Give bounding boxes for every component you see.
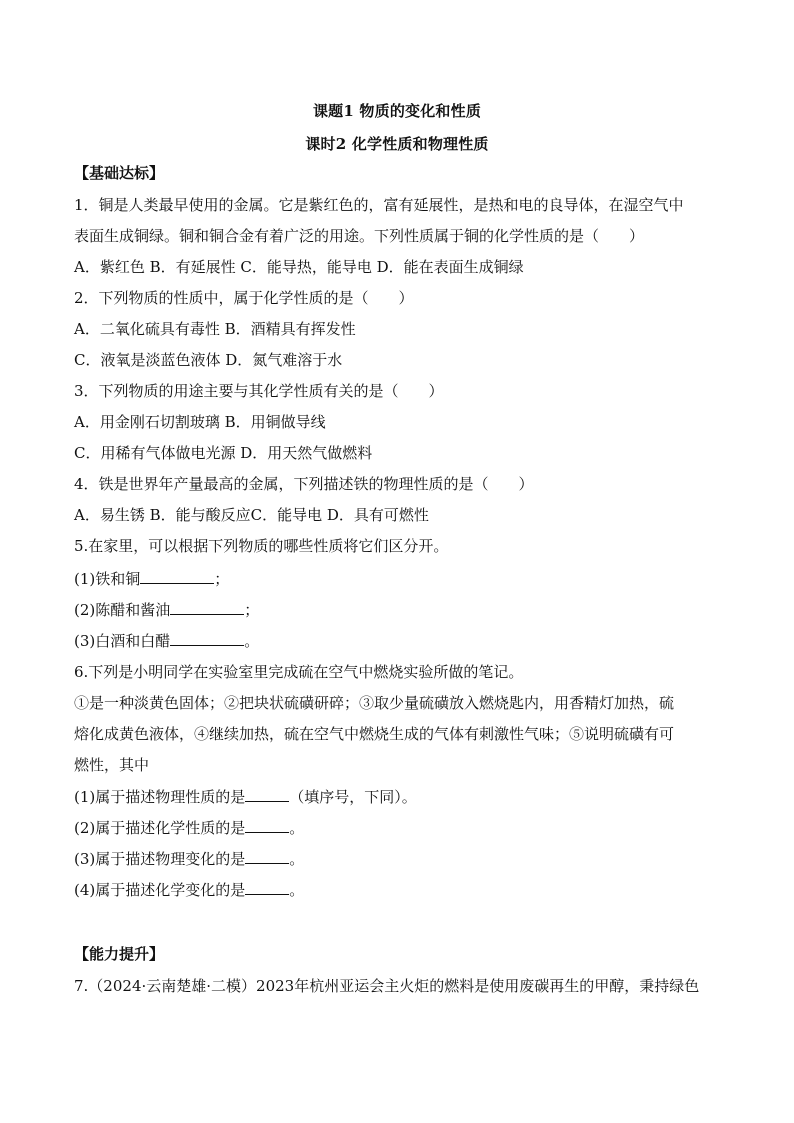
q6-sub3-end: 。: [289, 850, 305, 868]
q1-stem-line1: 1．铜是人类最早使用的金属。它是紫红色的，富有延展性，是热和电的良导体，在湿空气中: [74, 196, 684, 214]
q6-sub1: [74, 787, 734, 807]
q6-notes-line2: 熔化成黄色液体，④继续加热，硫在空气中燃烧生成的气体有刺激性气味；⑤说明硫磺有可: [74, 725, 675, 743]
q5-stem: 5.在家里，可以根据下列物质的哪些性质将它们区分开。: [74, 537, 449, 555]
q1-stem-line2: 表面生成铜绿。铜和铜合金有着广泛的用途。下列性质属于铜的化学性质的是（ ）: [74, 227, 645, 245]
q6-sub4-end: 。: [289, 881, 305, 899]
q6-sub4-label: (4)属于描述化学变化的是: [74, 881, 246, 899]
q6-sub2-end: 。: [289, 819, 305, 837]
q5-sub3-end: 。: [244, 632, 260, 650]
q5-sub3-label: (3)白酒和白醋: [74, 632, 171, 650]
lesson-title: 课题1 物质的变化和性质: [312, 102, 482, 120]
q6-stem: 6.下列是小明同学在实验室里完成硫在空气中燃烧实验所做的笔记。: [74, 663, 524, 681]
q5-sub1-blank[interactable]: [140, 569, 214, 584]
q6-sub1-label: (1)属于描述物理性质的是: [74, 788, 246, 806]
q2-stem: 2．下列物质的性质中，属于化学性质的是（ ）: [74, 289, 414, 307]
q5-sub1: [74, 569, 734, 589]
lesson-subtitle: 课时2 化学性质和物理性质: [305, 135, 489, 153]
section-advanced-heading: 【能力提升】: [74, 945, 165, 963]
q6-sub3: [74, 849, 734, 869]
q5-sub3: [74, 631, 734, 651]
q6-sub4-blank[interactable]: [245, 880, 289, 895]
q5-sub3-blank[interactable]: [170, 631, 244, 646]
q6-notes-line1: ①是一种淡黄色固体；②把块状硫磺研碎；③取少量硫磺放入燃烧匙内，用香精灯加热，硫: [74, 694, 675, 712]
q6-sub3-label: (3)属于描述物理变化的是: [74, 850, 246, 868]
q5-sub2-label: (2)陈醋和酱油: [74, 601, 171, 619]
q7-stem-line1: 7.（2024·云南楚雄·二模）2023年杭州亚运会主火炬的燃料是使用废碳再生的甲醇，秉持绿色: [74, 977, 700, 995]
q3-options-ab: A．用金刚石切割玻璃 B．用铜做导线: [74, 413, 326, 431]
q6-sub2-blank[interactable]: [245, 818, 289, 833]
q6-sub1-blank[interactable]: [245, 787, 289, 802]
q5-sub2-end: ；: [244, 601, 260, 619]
q2-options-ab: A．二氧化硫具有毒性 B．酒精具有挥发性: [74, 320, 356, 338]
q3-options-cd: C．用稀有气体做电光源 D．用天然气做燃料: [74, 444, 373, 462]
section-basic-heading: 【基础达标】: [74, 164, 165, 182]
q6-sub2-label: (2)属于描述化学性质的是: [74, 819, 246, 837]
q6-notes-line3: 燃性，其中: [74, 756, 150, 774]
q5-sub1-label: (1)铁和铜: [74, 570, 141, 588]
q4-options: A．易生锈 B．能与酸反应C．能导电 D．具有可燃性: [74, 506, 429, 524]
q6-sub2: [74, 818, 734, 838]
q1-options: A．紫红色 B．有延展性 C．能导热，能导电 D．能在表面生成铜绿: [74, 258, 524, 276]
q3-stem: 3．下列物质的用途主要与其化学性质有关的是（ ）: [74, 382, 444, 400]
q6-sub3-blank[interactable]: [245, 849, 289, 864]
q5-sub1-end: ；: [214, 570, 230, 588]
q6-sub1-end: （填序号，下同）。: [289, 788, 417, 806]
q5-sub2: [74, 600, 734, 620]
q2-options-cd: C．液氧是淡蓝色液体 D．氮气难溶于水: [74, 351, 343, 369]
q6-sub4: [74, 880, 734, 900]
q5-sub2-blank[interactable]: [170, 600, 244, 615]
q4-stem: 4．铁是世界年产量最高的金属，下列描述铁的物理性质的是（ ）: [74, 475, 534, 493]
